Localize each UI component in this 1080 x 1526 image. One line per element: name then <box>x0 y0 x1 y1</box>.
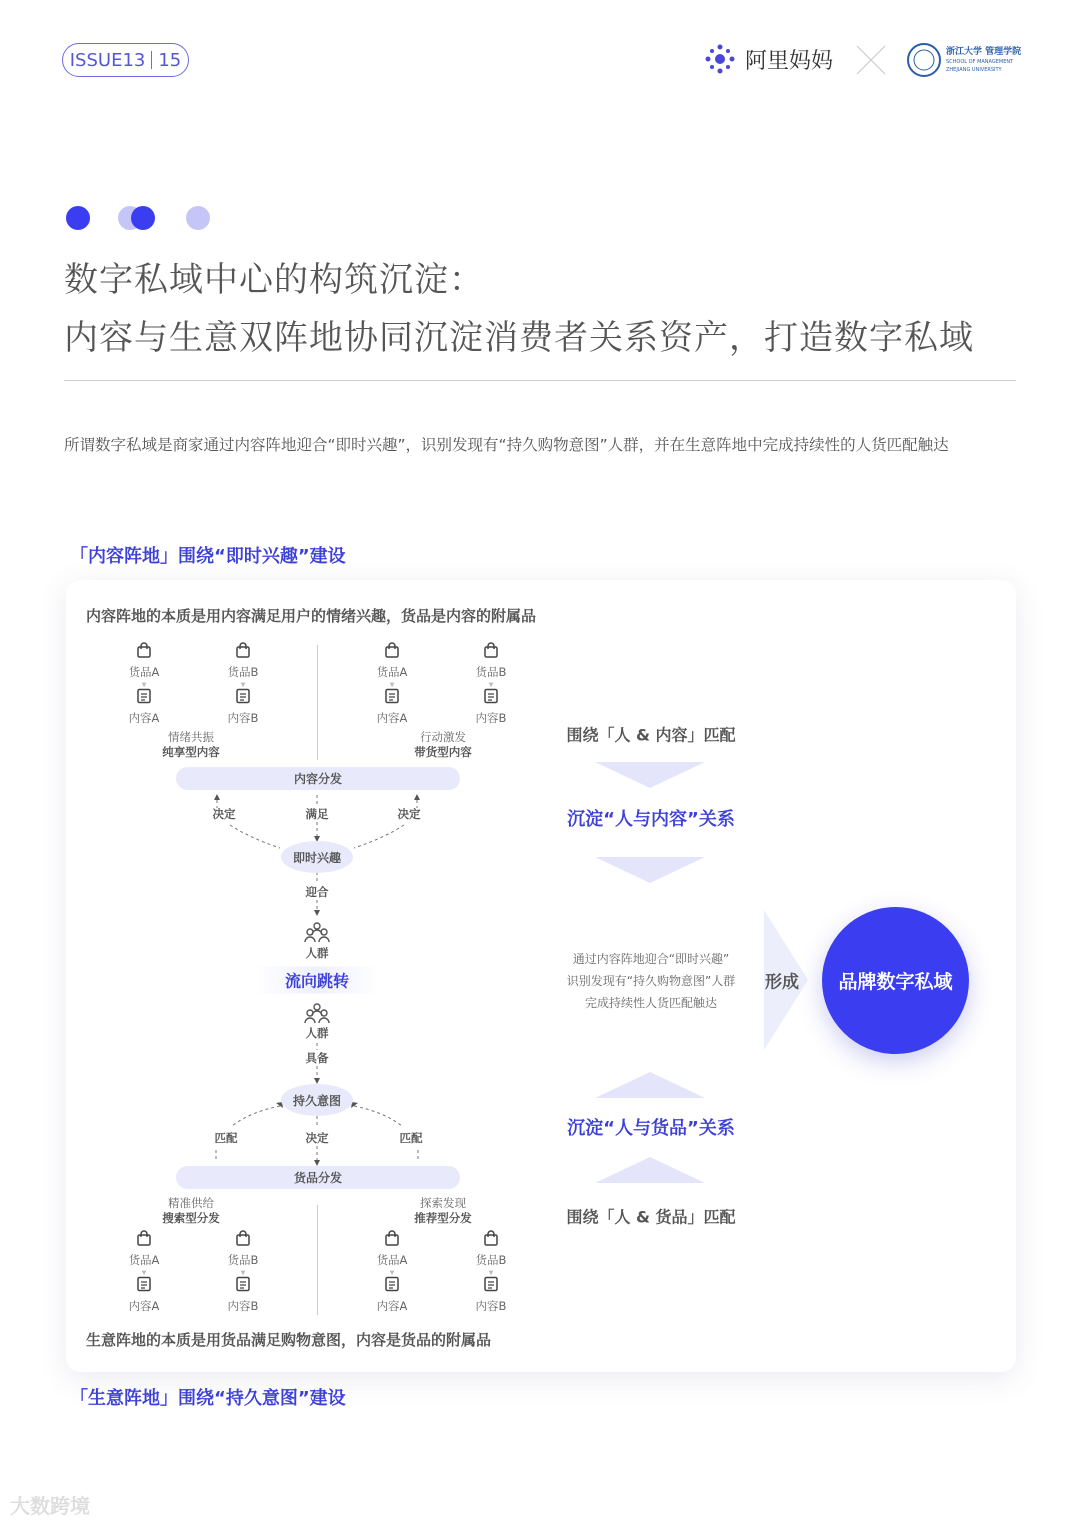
document-icon <box>384 1276 400 1296</box>
group-sub: 探索发现 <box>420 1196 466 1210</box>
settle-content-label: 沉淀“人与内容”关系 <box>567 809 735 830</box>
content-label: 内容B <box>227 1299 259 1313</box>
section-title-content: 「内容阵地」围绕“即时兴趣”建设 <box>70 546 346 567</box>
goods-distribution-pill: 货品分发 <box>176 1166 460 1189</box>
dot-2b <box>131 206 155 230</box>
content-label: 内容A <box>128 711 160 725</box>
brand-digital-domain-circle: 品牌数字私域 <box>822 907 969 1054</box>
cater-label: 迎合 <box>305 885 329 899</box>
form-label: 形成 <box>765 972 799 993</box>
summary-line: 识别发现有“持久购物意图”人群 <box>566 974 736 988</box>
zju-seal-icon <box>906 42 942 78</box>
goods-label: 货品A <box>128 665 160 679</box>
document-icon <box>235 1276 251 1296</box>
small-arrow-icon: ▼ <box>141 681 147 689</box>
intro-text: 所谓数字私域是商家通过内容阵地迎合“即时兴趣”，识别发现有“持久购物意图”人群，并在生意阵地中完成持续性的人货匹配触达 <box>64 436 949 454</box>
group-sub: 精准供给 <box>168 1196 214 1210</box>
content-label: 内容A <box>376 1299 408 1313</box>
watermark: 大数跨境 <box>10 1494 90 1518</box>
group-main: 搜索型分发 <box>162 1211 220 1225</box>
chevron-up-icon <box>595 1072 705 1098</box>
document-icon <box>483 1276 499 1296</box>
goods-label: 货品B <box>227 1253 259 1267</box>
document-icon <box>136 1276 152 1296</box>
zju-logo <box>906 42 1021 78</box>
caption-bottom: 生意阵地的本质是用货品满足购物意图，内容是货品的附属品 <box>86 1331 492 1349</box>
chevron-up-icon <box>595 1157 705 1183</box>
caption-top: 内容阵地的本质是用内容满足用户的情绪兴趣，货品是内容的附属品 <box>86 607 537 625</box>
content-label: 内容A <box>128 1299 160 1313</box>
match-content-label: 围绕「人 & 内容」匹配 <box>566 725 736 745</box>
document-icon <box>384 688 400 708</box>
document-icon <box>483 688 499 708</box>
zju-name-en2: ZHEJIANG UNIVERSITY <box>946 67 1002 73</box>
summary-line: 完成持续性人货匹配触达 <box>584 996 717 1010</box>
small-arrow-icon: ▼ <box>389 681 395 689</box>
dot-1 <box>66 206 90 230</box>
document-icon <box>235 688 251 708</box>
section-title-business: 「生意阵地」围绕“持久意图”建设 <box>70 1388 346 1409</box>
divider <box>64 380 1016 381</box>
shopping-bag-icon <box>483 642 499 662</box>
arrow-label-decide: 决定 <box>212 807 236 821</box>
crowd-icon <box>304 921 330 943</box>
content-label: 内容A <box>376 711 408 725</box>
arrow-label-match: 匹配 <box>399 1131 423 1145</box>
goods-label: 货品B <box>227 665 259 679</box>
lasting-intent-node: 持久意图 <box>281 1084 353 1116</box>
chevron-down-icon <box>595 762 705 788</box>
settle-goods-label: 沉淀“人与货品”关系 <box>567 1118 735 1139</box>
group-main: 纯享型内容 <box>162 745 220 759</box>
alimama-logo-icon <box>703 42 737 76</box>
zju-name-cn: 浙江大学 管理学院 <box>946 47 1022 57</box>
crowd-icon <box>304 1002 330 1024</box>
shopping-bag-icon <box>483 1230 499 1250</box>
goods-label: 货品B <box>475 1253 507 1267</box>
page-title-line2: 内容与生意双阵地协同沉淀消费者关系资产，打造数字私域 <box>64 318 974 358</box>
content-label: 内容B <box>475 711 507 725</box>
chevron-down-icon <box>595 857 705 883</box>
document-icon <box>136 688 152 708</box>
page-title-line1: 数字私域中心的构筑沉淀： <box>64 260 484 300</box>
crowd-label: 人群 <box>305 1026 329 1040</box>
flow-jump-label: 流向跳转 <box>255 967 379 994</box>
group-sub: 行动激发 <box>420 730 466 744</box>
summary-text <box>567 948 735 1014</box>
dot-3 <box>186 206 210 230</box>
shopping-bag-icon <box>384 1230 400 1250</box>
shopping-bag-icon <box>235 642 251 662</box>
goods-label: 货品A <box>128 1253 160 1267</box>
alimama-logo <box>703 42 833 76</box>
goods-label: 货品A <box>376 1253 408 1267</box>
crowd-label: 人群 <box>305 946 329 960</box>
goods-label: 货品B <box>475 665 507 679</box>
divider-top <box>317 645 318 760</box>
small-arrow-icon: ▼ <box>240 1269 246 1277</box>
arrow-label-decide: 决定 <box>305 1131 329 1145</box>
group-sub: 情绪共振 <box>168 730 214 744</box>
issue-badge <box>62 43 189 77</box>
goods-label: 货品A <box>376 665 408 679</box>
small-arrow-icon: ▼ <box>240 681 246 689</box>
small-arrow-icon: ▼ <box>488 1269 494 1277</box>
alimama-logo-text: 阿里妈妈 <box>745 48 834 74</box>
small-arrow-icon: ▼ <box>389 1269 395 1277</box>
content-label: 内容B <box>227 711 259 725</box>
shopping-bag-icon <box>136 1230 152 1250</box>
zju-name-en1: SCHOOL OF MANAGEMENT <box>946 59 1014 65</box>
arrow-label-match: 匹配 <box>214 1131 238 1145</box>
issue-number: ISSUE13 <box>69 49 146 71</box>
small-arrow-icon: ▼ <box>488 681 494 689</box>
small-arrow-icon: ▼ <box>141 1269 147 1277</box>
group-main: 带货型内容 <box>414 745 472 759</box>
possess-label: 具备 <box>305 1051 329 1065</box>
group-main: 推荐型分发 <box>414 1211 472 1225</box>
match-goods-label: 围绕「人 & 货品」匹配 <box>566 1207 736 1227</box>
page-number: 15 <box>158 49 182 71</box>
content-distribution-pill: 内容分发 <box>176 767 460 790</box>
arrow-label-satisfy: 满足 <box>305 807 329 821</box>
shopping-bag-icon <box>235 1230 251 1250</box>
shopping-bag-icon <box>136 642 152 662</box>
summary-line: 通过内容阵地迎合“即时兴趣” <box>572 952 730 966</box>
arrow-label-decide: 决定 <box>397 807 421 821</box>
instant-interest-node: 即时兴趣 <box>281 841 353 873</box>
content-label: 内容B <box>475 1299 507 1313</box>
cross-icon <box>855 44 887 76</box>
shopping-bag-icon <box>384 642 400 662</box>
divider-bottom <box>317 1205 318 1315</box>
